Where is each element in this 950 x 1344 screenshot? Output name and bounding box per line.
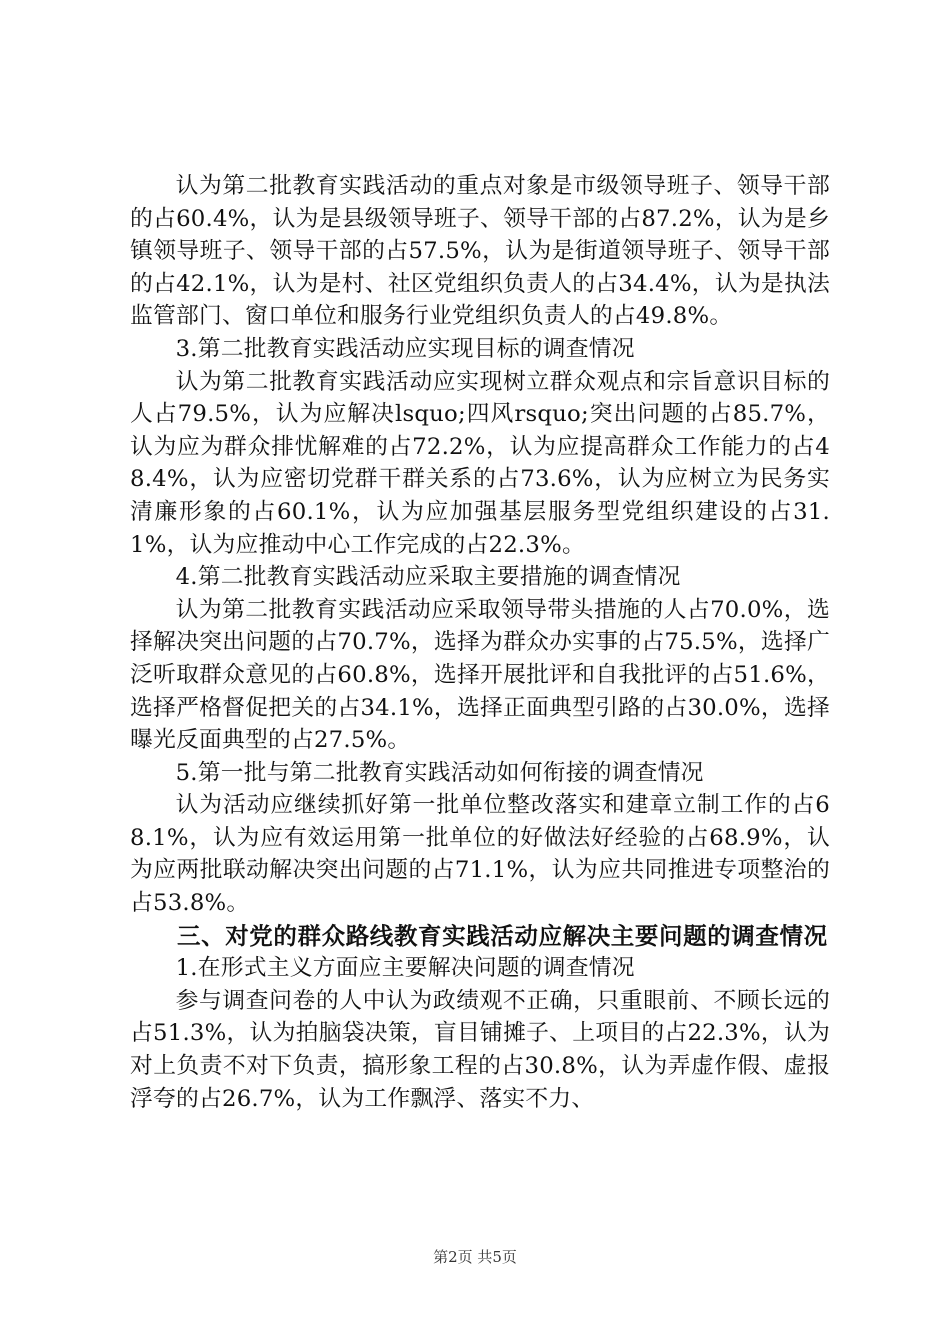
- paragraph-key-targets: 认为第二批教育实践活动的重点对象是市级领导班子、领导干部的占60.4%，认为是县级领导班子、领导干部的占87.2%，认为是乡镇领导班子、领导干部的占57.5%，认为是街道领导班子、领导干部的占42.1%，认为是村、社区党组织负责人的占34.4%，认为是执法监管部门、窗口单位和服务行业党组织负责人的占49.8%。: [130, 173, 830, 330]
- subheading-4: 4.第二批教育实践活动应采取主要措施的调查情况: [175, 564, 681, 591]
- paragraph-formalism: 参与调查问卷的人中认为政绩观不正确，只重眼前、不顾长远的占51.3%，认为拍脑袋决策，盲目铺摊子、上项目的占22.3%，认为对上负责不对下负责，搞形象工程的占30.8%，认为弄虚作假、虚报浮夸的占26.7%，认为工作飘浮、落实不力、: [130, 987, 830, 1112]
- paragraph-measures: 认为第二批教育实践活动应采取领导带头措施的人占70.0%，选择解决突出问题的占70.7%，选择为群众办实事的占75.5%，选择广泛听取群众意见的占60.8%，选择开展批评和自我批评的占51.6%，选择严格督促把关的占34.1%，选择正面典型引路的占30.0%，选择曝光反面典型的占27.5%。: [130, 596, 830, 754]
- page-footer: 第2页 共5页: [433, 1248, 517, 1266]
- document-body: [130, 170, 830, 1115]
- section-heading-3: 三、对党的群众路线教育实践活动应解决主要问题的调查情况: [177, 921, 828, 950]
- paragraph-linkage: 认为活动应继续抓好第一批单位整改落实和建章立制工作的占68.1%，认为应有效运用第一批单位的好做法好经验的占68.9%，认为应两批联动解决突出问题的占71.1%，认为应共同推进专项整治的占53.8%。: [130, 792, 830, 917]
- subheading-1-formalism: 1.在形式主义方面应主要解决问题的调查情况: [175, 955, 635, 982]
- subheading-3: 3.第二批教育实践活动应实现目标的调查情况: [175, 335, 635, 362]
- subheading-5: 5.第一批与第二批教育实践活动如何衔接的调查情况: [175, 759, 704, 786]
- paragraph-goals: 认为第二批教育实践活动应实现树立群众观点和宗旨意识目标的人占79.5%，认为应解决lsquo;四风rsquo;突出问题的占85.7%，认为应为群众排忧解难的占72.2%，认为应提高群众工作能力的占48.4%，认为应密切党群干群关系的占73.6%，认为应树立为民务实清廉形象的占60.1%，认为应加强基层服务型党组织建设的占31.1%，认为应推动中心工作完成的占22.3%。: [130, 368, 830, 558]
